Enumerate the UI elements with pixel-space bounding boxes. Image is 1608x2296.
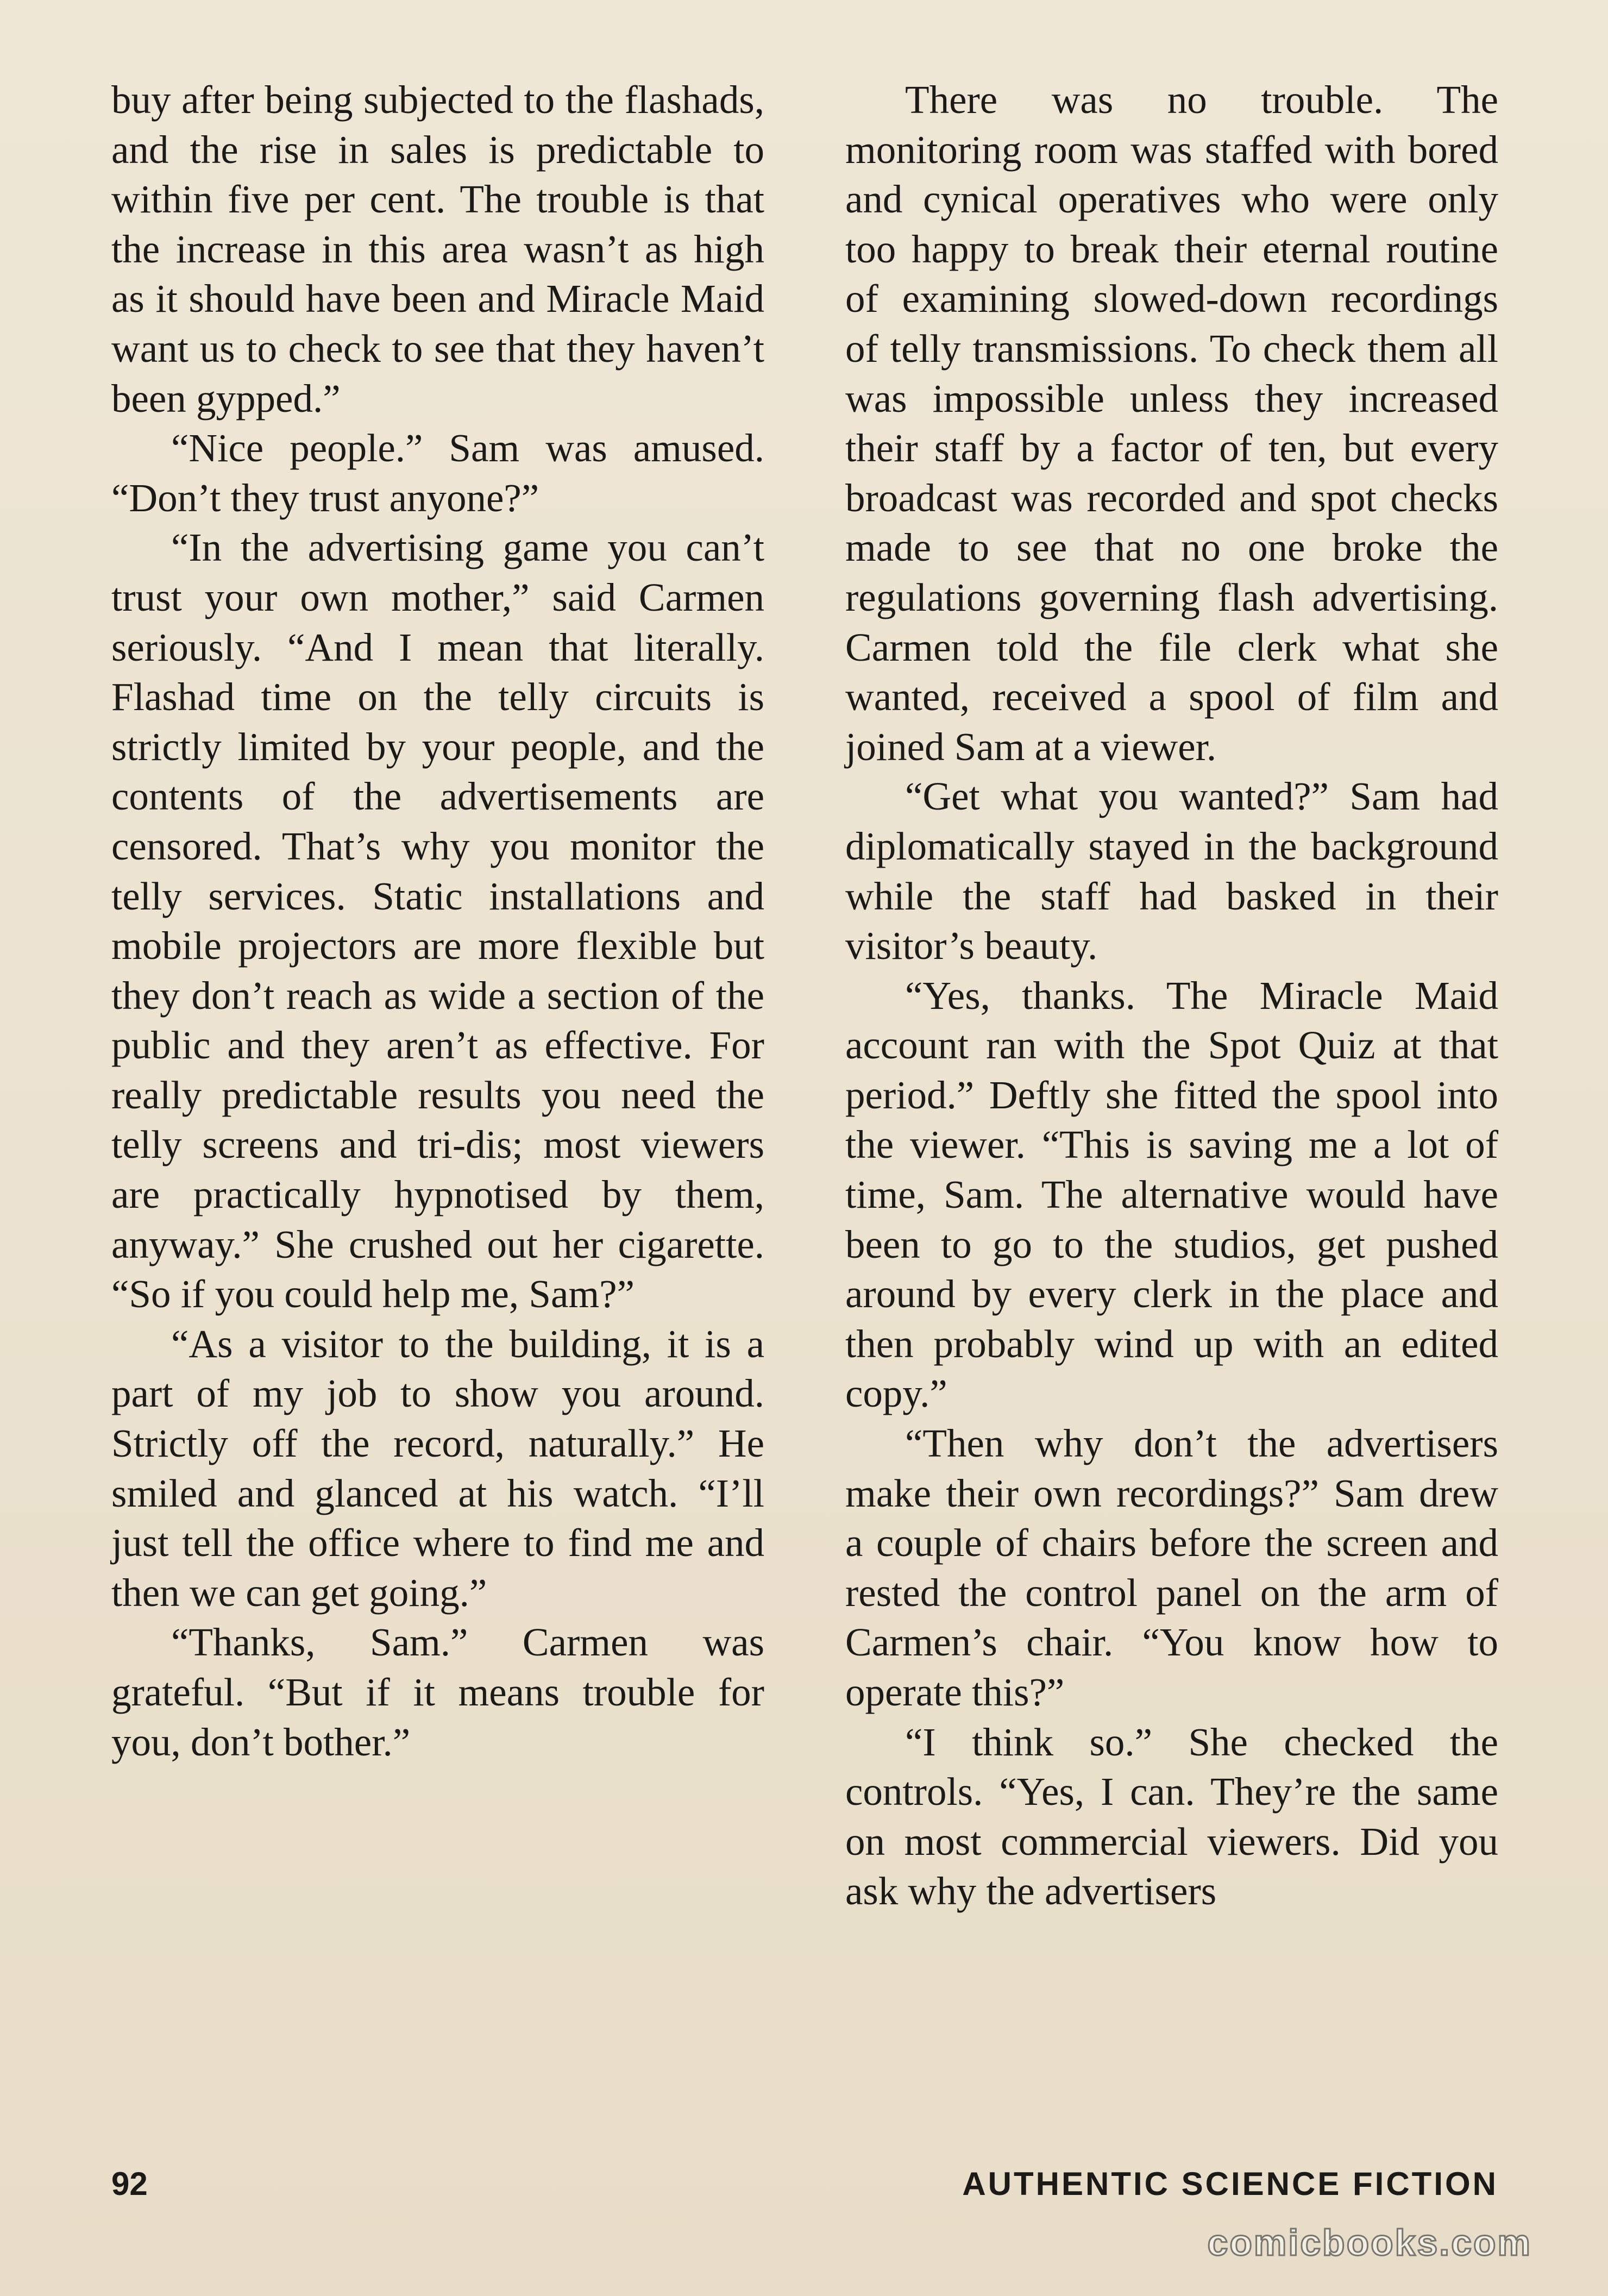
watermark: comicbooks.com [1207,2222,1532,2263]
right-text-column [845,75,1498,1916]
paragraph: “Then why don’t the advertisers make their own recordings?” Sam drew a couple of chairs before the screen and rested the control panel on the arm of Carmen’s chair. “You know how to operate this?” [845,1421,1498,1714]
paragraph: “I think so.” She checked the controls. “Yes, I can. They’re the same on most commercial viewers. Did you ask why the advertisers [845,1720,1498,1914]
paragraph: “As a visitor to the building, it is a part of my job to show you around. Strictly off the record, naturally.” He smiled and glanced at his watch. “I’ll just tell the office where to find me and then we can get going.” [111,1321,764,1615]
paragraph: “Nice people.” Sam was amused. “Don’t they trust anyone?” [111,426,764,520]
page-number: 92 [111,2166,148,2202]
paragraph: “Get what you wanted?” Sam had diplomatically stayed in the background while the staff had basked in their visitor’s beauty. [845,774,1498,968]
paragraph: “Yes, thanks. The Miracle Maid account ran with the Spot Quiz at that period.” Deftly she fitted the spool into the viewer. “This is saving me a lot of time, Sam. The alternative would have been to go to the studios, get pushed around by every clerk in the place and then probably wind up with an edited copy.” [845,973,1498,1416]
left-text-column [111,75,764,1767]
paragraph: “Thanks, Sam.” Carmen was grateful. “But if it means trouble for you, don’t bother.” [111,1620,764,1764]
running-footer-title: AUTHENTIC SCIENCE FICTION [962,2166,1498,2202]
paragraph: There was no trouble. The monitoring room was staffed with bored and cynical operatives who were only too happy to break their eternal routine of examining slowed-down recordings of telly transmissions. To check them all was impossible unless they increased their staff by a factor of ten, but every broadcast was recorded and spot checks made to see that no one broke the regulations governing flash advertising. Carmen told the file clerk what she wanted, received a spool of film and joined Sam at a viewer. [845,78,1498,769]
paragraph: “In the advertising game you can’t trust your own mother,” said Carmen seriously. “And I mean that literally. Flashad time on the telly circuits is strictly limited by your people, and the contents of the advertisements are censored. That’s why you monitor the telly services. Static installations and mobile projectors are more flexible but they don’t reach as wide a section of the public and they aren’t as effective. For really predictable results you need the telly screens and tri-dis; most viewers are practically hypnotised by them, anyway.” She crushed out her cigarette. “So if you could help me, Sam?” [111,525,764,1316]
paragraph: buy after being subjected to the flashads, and the rise in sales is predictable to within five per cent. The trouble is that the increase in this area wasn’t as high as it should have been and Miracle Maid want us to check to see that they haven’t been gypped.” [111,78,764,421]
